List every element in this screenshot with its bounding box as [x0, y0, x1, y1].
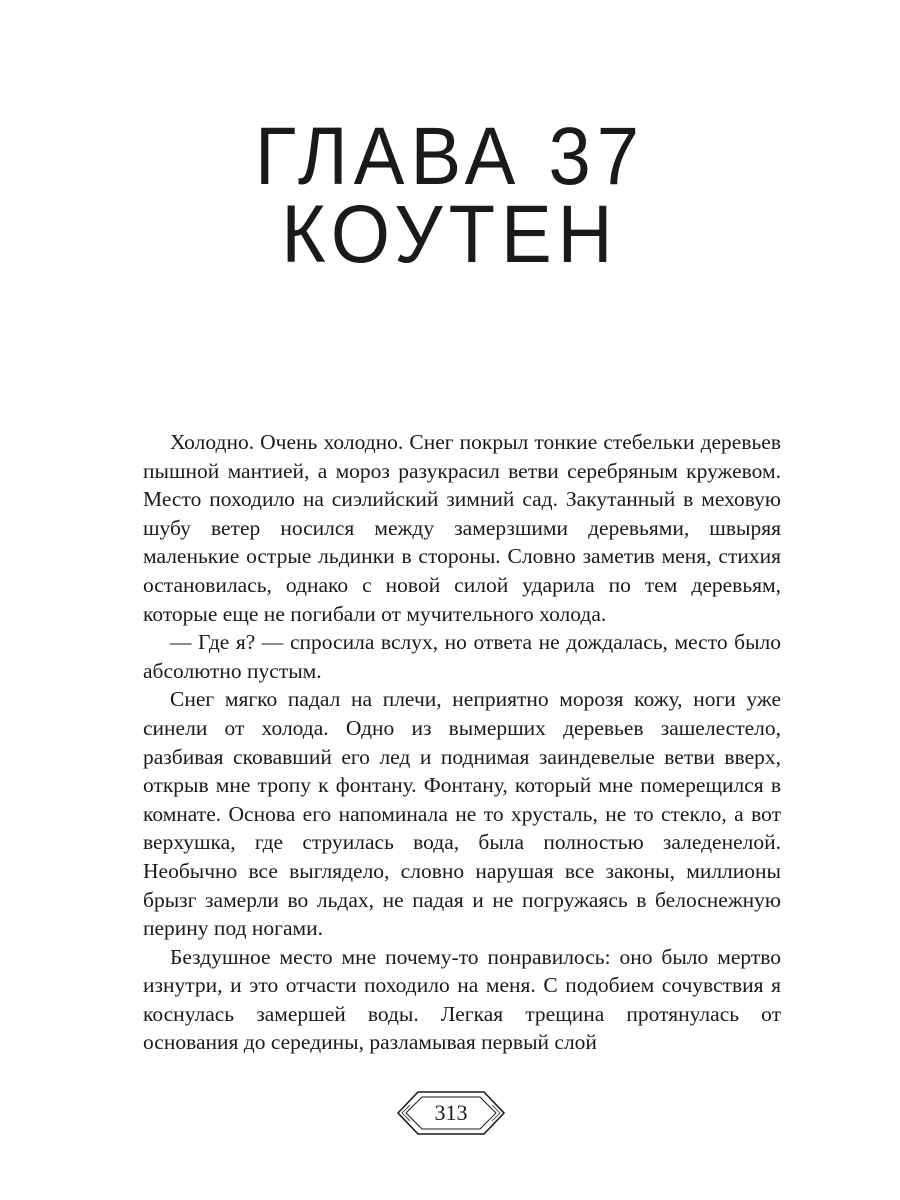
- chapter-heading: [0, 110, 900, 281]
- paragraph: Снег мягко падал на плечи, неприятно морозя кожу, ноги уже синели от холода. Одно из вымерших деревьев зашелестело, разбивая сковавший его лед и поднимая заиндевелые ветви вверх, открыв мне тропу к фонтану. Фонтану, который мне померещился в комнате. Основа его напоминала не то хрусталь, не то стекло, а вот верхушка, где струилась вода, была полностью заледенелой. Необычно все выглядело, словно нарушая все законы, миллионы брызг замерли во льдах, не падая и не погружаясь в белоснежную перину под ногами.: [143, 687, 781, 941]
- page-number: 313: [434, 1100, 468, 1125]
- page-number-ornament: [396, 1089, 506, 1137]
- paragraph: Холодно. Очень холодно. Снег покрыл тонкие стебельки деревьев пышной мантией, а мороз разукрасил ветви серебряным кружевом. Место походило на сиэлийский зимний сад. Закутанный в меховую шубу ветер носился между замерзшими деревьями, швыряя маленькие острые льдинки в стороны. Словно заметив меня, стихия остановилась, однако с новой силой ударила по тем деревьям, которые еще не погибали от мучительного холода.: [143, 430, 781, 626]
- paragraph: Бездушное место мне почему-то понравилось: оно было мертво изнутри, и это отчасти походило на меня. С подобием сочувствия я коснулась замершей воды. Легкая трещина протянулась от основания до середины, разламывая первый слой: [143, 944, 781, 1055]
- body-text: [143, 428, 781, 1057]
- paragraph: — Где я? — спросила вслух, но ответа не дождалась, место было абсолютно пустым.: [143, 630, 781, 683]
- chapter-title: КОУТЕН: [281, 188, 619, 281]
- chapter-number: ГЛАВА 37: [255, 110, 645, 203]
